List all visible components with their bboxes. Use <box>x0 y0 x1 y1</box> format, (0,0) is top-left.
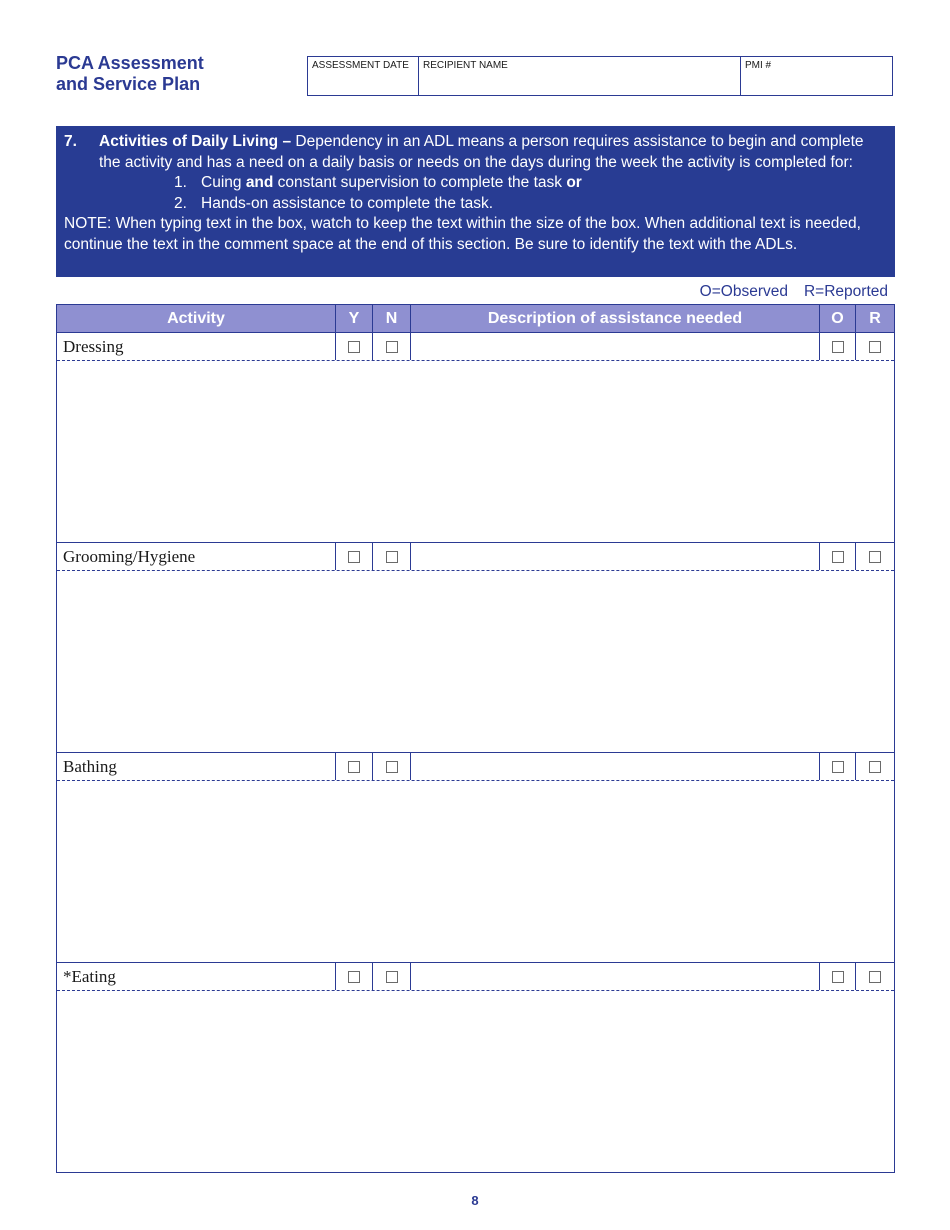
intro-text: Dependency in an ADL means a person requires assistance to begin and complete the activity and has a need on a daily basis or needs on the days during the week the activity is completed for: <box>99 133 864 171</box>
reported-checkbox[interactable] <box>869 551 881 563</box>
no-checkbox[interactable] <box>386 341 398 353</box>
yes-checkbox[interactable] <box>348 761 360 773</box>
yes-checkbox[interactable] <box>348 341 360 353</box>
description-input[interactable] <box>411 963 820 990</box>
legend-observed: O=Observed <box>699 283 788 300</box>
header-reported: R <box>869 309 881 327</box>
table-row <box>57 963 894 991</box>
observed-checkbox[interactable] <box>832 341 844 353</box>
form-title-line2: and Service Plan <box>56 74 201 94</box>
header-yes: Y <box>336 305 373 332</box>
assessment-date-field[interactable] <box>308 57 419 95</box>
reported-checkbox[interactable] <box>869 761 881 773</box>
adl-table <box>56 304 895 1173</box>
comment-area[interactable] <box>57 991 894 1172</box>
header-fields <box>307 56 893 96</box>
observed-checkbox[interactable] <box>832 761 844 773</box>
description-input[interactable] <box>411 543 820 570</box>
recipient-name-label: RECIPIENT NAME <box>423 60 508 71</box>
table-header <box>57 305 894 333</box>
activity-block-bathing <box>57 753 894 963</box>
instruction-item-2: 2. Hands-on assistance to complete the task. <box>174 194 494 212</box>
comment-area[interactable] <box>57 571 894 752</box>
header-observed: O <box>820 305 856 332</box>
no-checkbox[interactable] <box>386 761 398 773</box>
header-no: N <box>373 305 411 332</box>
section-number: 7. <box>64 133 77 150</box>
form-title-line1: PCA Assessment <box>56 53 204 73</box>
form-title <box>56 53 204 95</box>
description-input[interactable] <box>411 753 820 780</box>
pmi-label: PMI # <box>745 60 772 71</box>
comment-area[interactable] <box>57 781 894 962</box>
adl-instructions <box>56 126 895 277</box>
reported-checkbox[interactable] <box>869 341 881 353</box>
description-input[interactable] <box>411 333 820 360</box>
activity-block-grooming <box>57 543 894 753</box>
legend <box>700 283 888 301</box>
activity-block-eating <box>57 963 894 1173</box>
activity-label: Bathing <box>57 753 336 780</box>
reported-checkbox[interactable] <box>869 971 881 983</box>
page-number: 8 <box>471 1193 479 1208</box>
table-row <box>57 543 894 571</box>
header-activity: Activity <box>57 305 336 332</box>
legend-reported: R=Reported <box>803 283 888 300</box>
observed-checkbox[interactable] <box>832 551 844 563</box>
instructions-note: NOTE: When typing text in the box, watch to keep the text within the size of the box. When additional text is needed, continue the text in the comment space at the end of this section. Be sure to identify the text with the ADLs. <box>64 215 861 253</box>
comment-area[interactable] <box>57 361 894 542</box>
no-checkbox[interactable] <box>386 551 398 563</box>
instruction-item-1: 1. Cuing and constant supervision to complete the task or <box>174 174 582 191</box>
recipient-name-field[interactable] <box>419 57 741 95</box>
yes-checkbox[interactable] <box>348 551 360 563</box>
no-checkbox[interactable] <box>386 971 398 983</box>
activity-label: Dressing <box>57 333 336 360</box>
instructions-intro <box>99 132 887 173</box>
activity-label: *Eating <box>57 963 336 990</box>
section-heading: Activities of Daily Living – <box>99 133 292 150</box>
yes-checkbox[interactable] <box>348 971 360 983</box>
pmi-field[interactable] <box>741 57 892 95</box>
assessment-date-label: ASSESSMENT DATE <box>312 60 409 71</box>
table-row <box>57 753 894 781</box>
header-description: Description of assistance needed <box>411 305 820 332</box>
activity-label: Grooming/Hygiene <box>57 543 336 570</box>
table-row <box>57 333 894 361</box>
observed-checkbox[interactable] <box>832 971 844 983</box>
activity-block-dressing <box>57 333 894 543</box>
